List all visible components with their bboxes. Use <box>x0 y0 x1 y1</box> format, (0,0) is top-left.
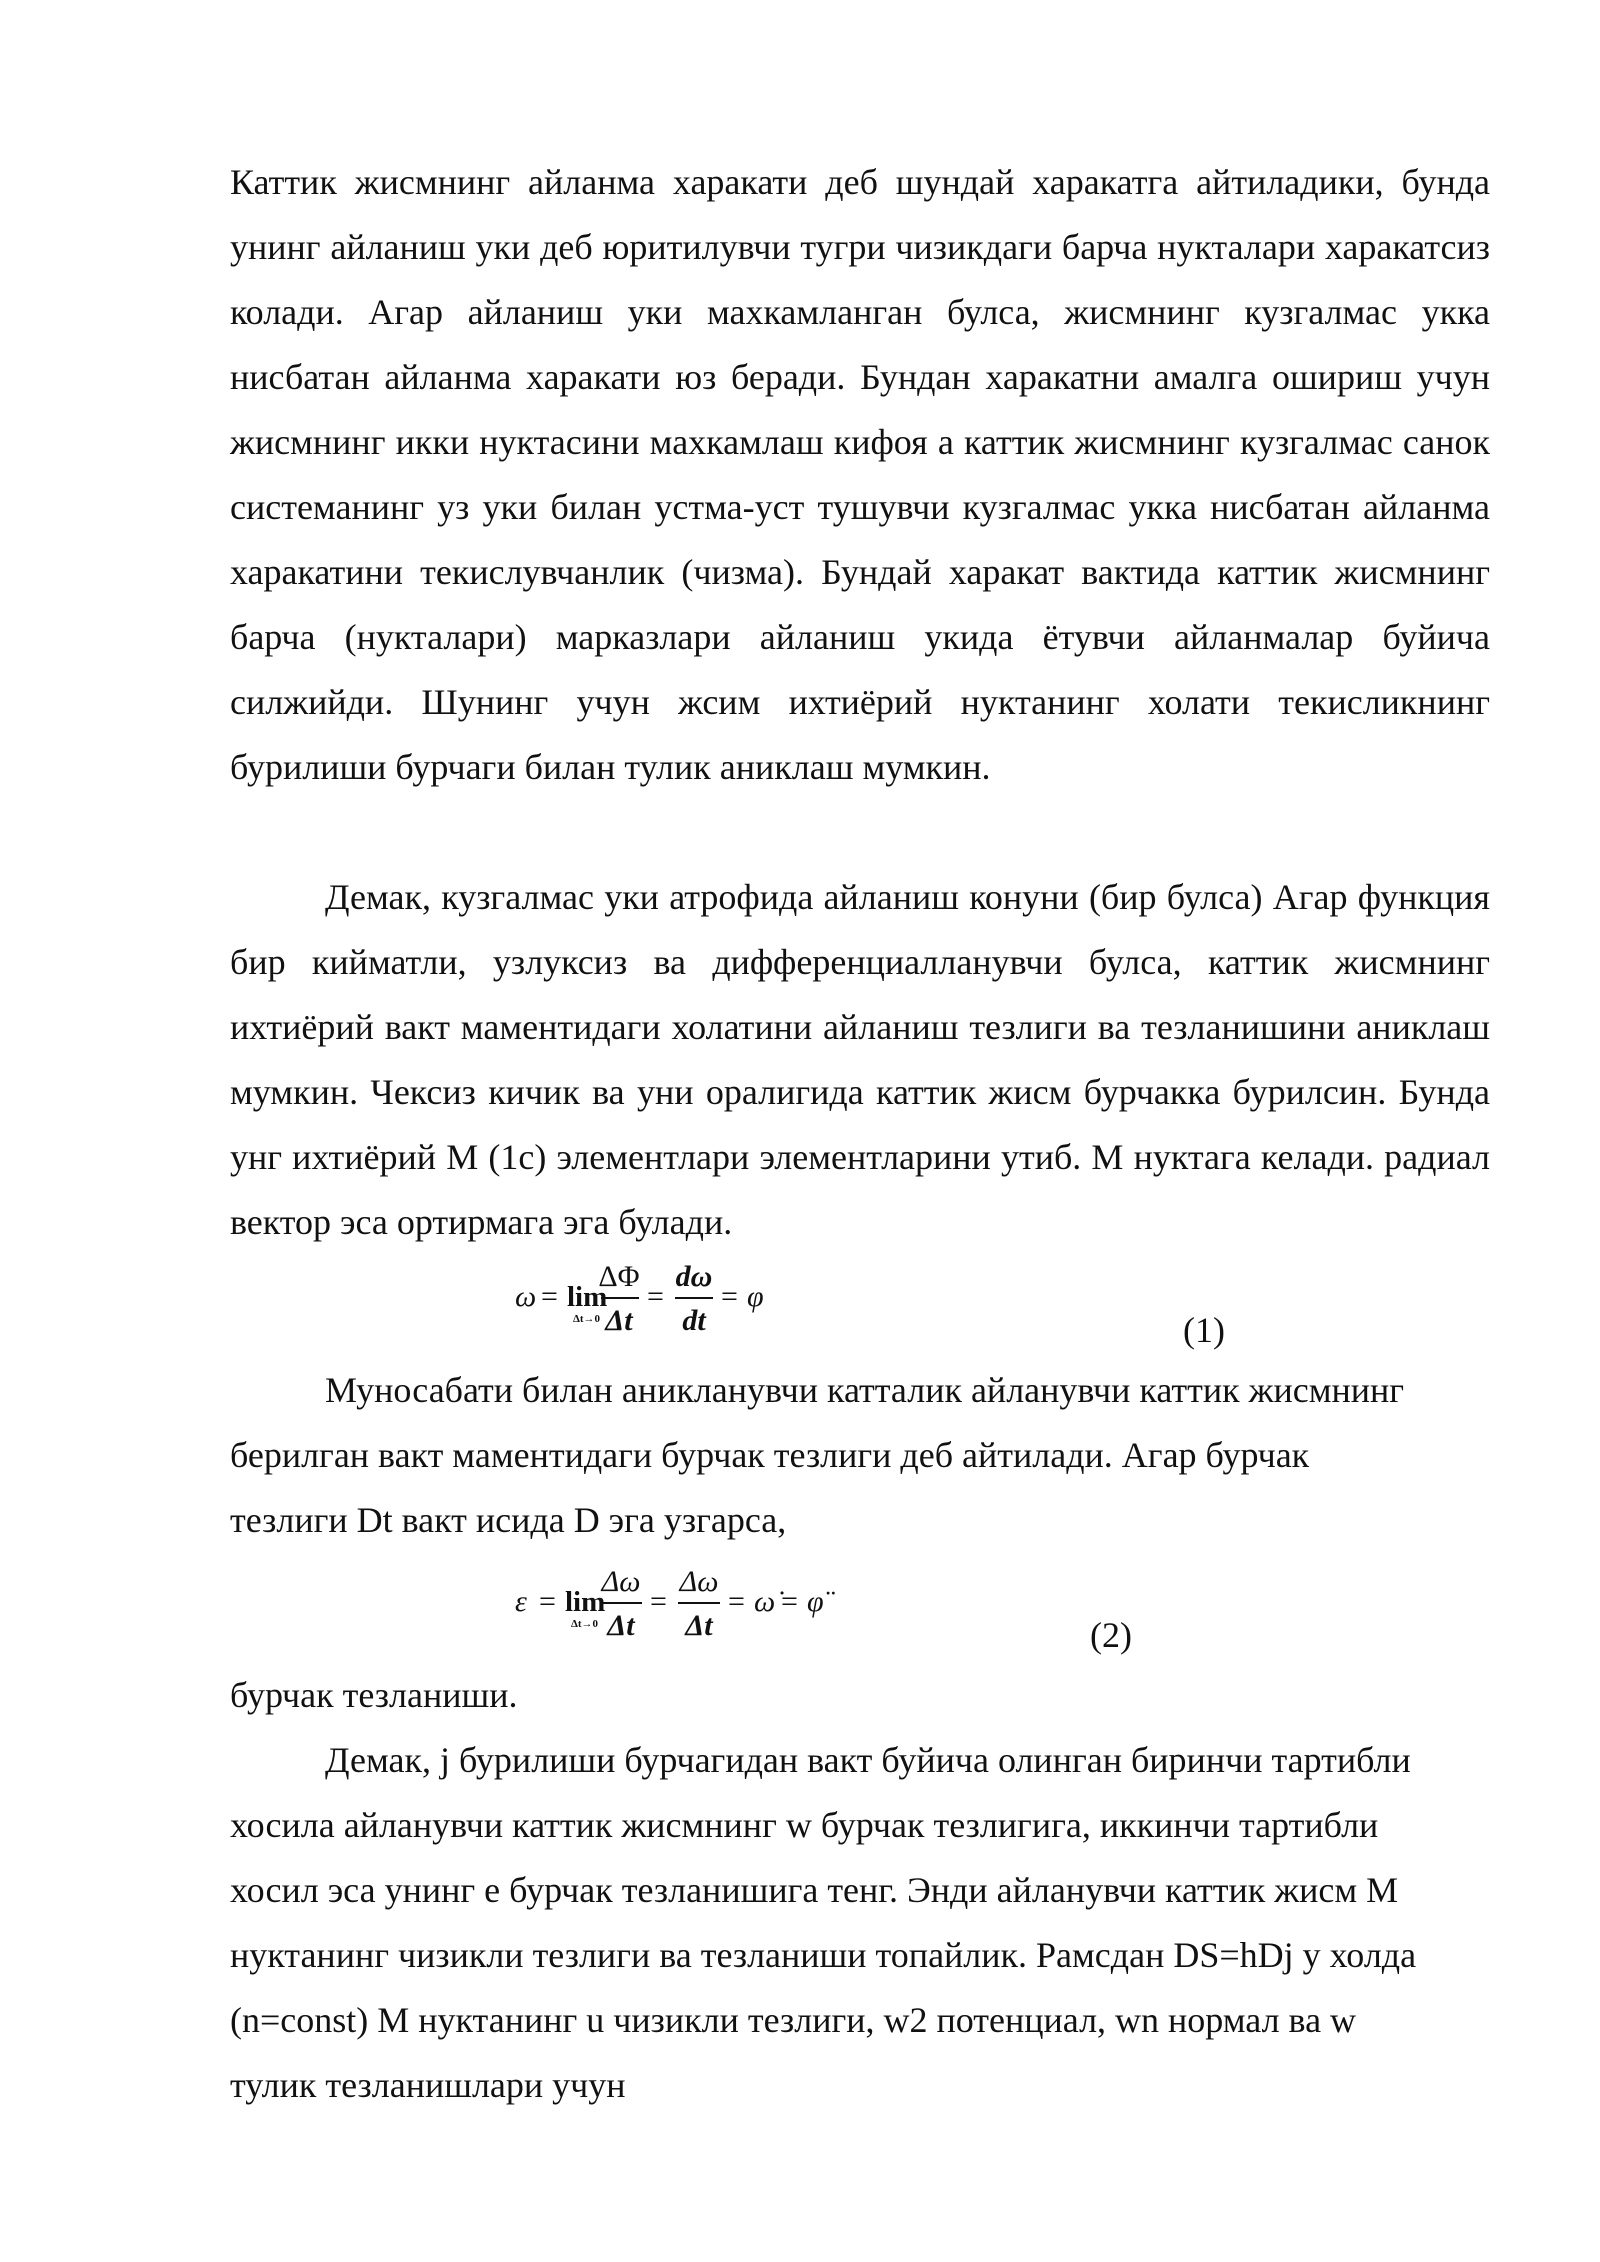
equation-2 <box>505 1555 885 1665</box>
eq2-equals-4: = <box>781 1585 798 1618</box>
eq2-frac2-numerator: Δω <box>679 1565 719 1598</box>
eq1-lhs: ω <box>515 1280 537 1313</box>
text-line-definition-2: берилган вакт маментидаги бурчак тезлиги деб айтилади. Агар бурчак <box>230 1435 1310 1475</box>
text-line-final-1: Демак, j бурилиши бурчагидан вакт буйича олинган биринчи тартибли <box>325 1740 1411 1780</box>
eq2-equals-3: = <box>728 1585 745 1618</box>
eq1-lim-subscript: Δt→0 <box>573 1313 601 1325</box>
eq1-equals-2: = <box>647 1280 664 1313</box>
eq2-frac1-denominator: Δt <box>607 1609 635 1642</box>
eq1-equals-1: = <box>541 1280 558 1313</box>
text-line-final-6: тулик тезланишлари учун <box>230 2065 626 2105</box>
eq2-frac1-numerator: Δω <box>601 1565 641 1598</box>
eq2-rhs-2: φ̈ <box>807 1585 824 1618</box>
eq2-lim-subscript: Δt→0 <box>571 1618 599 1630</box>
eq2-lhs: ε <box>515 1585 527 1618</box>
text-line-final-3: хосил эса унинг е бурчак тезланишига тенг. Энди айланувчи каттик жисм М <box>230 1870 1399 1910</box>
eq1-frac2-denominator: dt <box>682 1304 706 1337</box>
eq2-equals-2: = <box>650 1585 667 1618</box>
equation-1-number: (1) <box>1183 1310 1225 1350</box>
equation-1-graphic <box>505 1250 845 1360</box>
eq1-lim: lim <box>567 1281 608 1313</box>
paragraph-rotation-law: Демак, кузгалмас уки атрофида айланиш конуни (бир булса) Агар функция бир кийматли, узлуксиз ва дифференциалланувчи булса, каттик жисмнинг ихтиёрий вакт маментидаги холатини айланиш тезлиги ва тезланишини аниклаш мумкин. Чексиз кичик ва уни оралигида каттик жисм бурчакка бурилсин. Бунда унг ихтиёрий М (1с) элементлари элементларини утиб. М нуктага келади. радиал вектор эса ортирмага эга булади. <box>230 877 1490 1242</box>
equation-1 <box>505 1250 845 1360</box>
equation-2-number: (2) <box>1090 1615 1132 1655</box>
eq2-frac2-denominator: Δt <box>685 1609 713 1642</box>
eq2-lim: lim <box>565 1586 606 1618</box>
eq2-rhs-1: ω̇ <box>754 1585 776 1618</box>
text-line-final-4: нуктанинг чизикли тезлиги ва тезланиши топайлик. Рамсдан DS=hDj у холда <box>230 1935 1417 1975</box>
eq1-frac1-denominator: Δt <box>605 1304 633 1337</box>
text-line-final-2: хосила айланувчи каттик жисмнинг w бурчак тезлигига, иккинчи тартибли <box>230 1805 1379 1845</box>
paragraph-rotational-motion: Каттик жисмнинг айланма харакати деб шундай харакатга айтиладики, бунда унинг айланиш уки деб юритилувчи тугри чизикдаги барча нукталари харакатсиз колади. Агар айланиш уки махкамланган булса, жисмнинг кузгалмас укка нисбатан айланма харакати юз беради. Бундан харакатни амалга ошириш учун жисмнинг икки нуктасини махкамлаш кифоя а каттик жисмнинг кузгалмас санок системанинг уз уки билан устма-уст тушувчи кузгалмас укка нисбатан айланма харакатини текислувчанлик (чизма). Бундай харакат вактида каттик жисмнинг барча (нукталари) марказлари айланиш укида ётувчи айланмалар буйича силжийди. Шунинг учун жсим ихтиёрий нуктанинг холати текисликнинг бурилиши бурчаги билан тулик аниклаш мумкин. <box>230 162 1490 787</box>
text-line-definition-1: Муносабати билан аникланувчи катталик айланувчи каттик жисмнинг <box>325 1370 1405 1410</box>
eq2-equals-1: = <box>539 1585 556 1618</box>
equation-2-graphic <box>505 1555 885 1665</box>
eq1-frac2-numerator: dω <box>675 1260 713 1293</box>
eq1-rhs: φ <box>747 1280 764 1313</box>
eq1-equals-3: = <box>721 1280 738 1313</box>
text-line-final-5: (n=const) М нуктанинг u чизикли тезлиги, w2 потенциал, wn нормал ва w <box>230 2000 1357 2040</box>
eq1-frac1-numerator: ΔΦ <box>598 1260 640 1293</box>
text-line-angular-acceleration: бурчак тезланиши. <box>230 1675 518 1715</box>
text-line-definition-3: тезлиги Dt вакт исида D эга узгарса, <box>230 1500 787 1540</box>
